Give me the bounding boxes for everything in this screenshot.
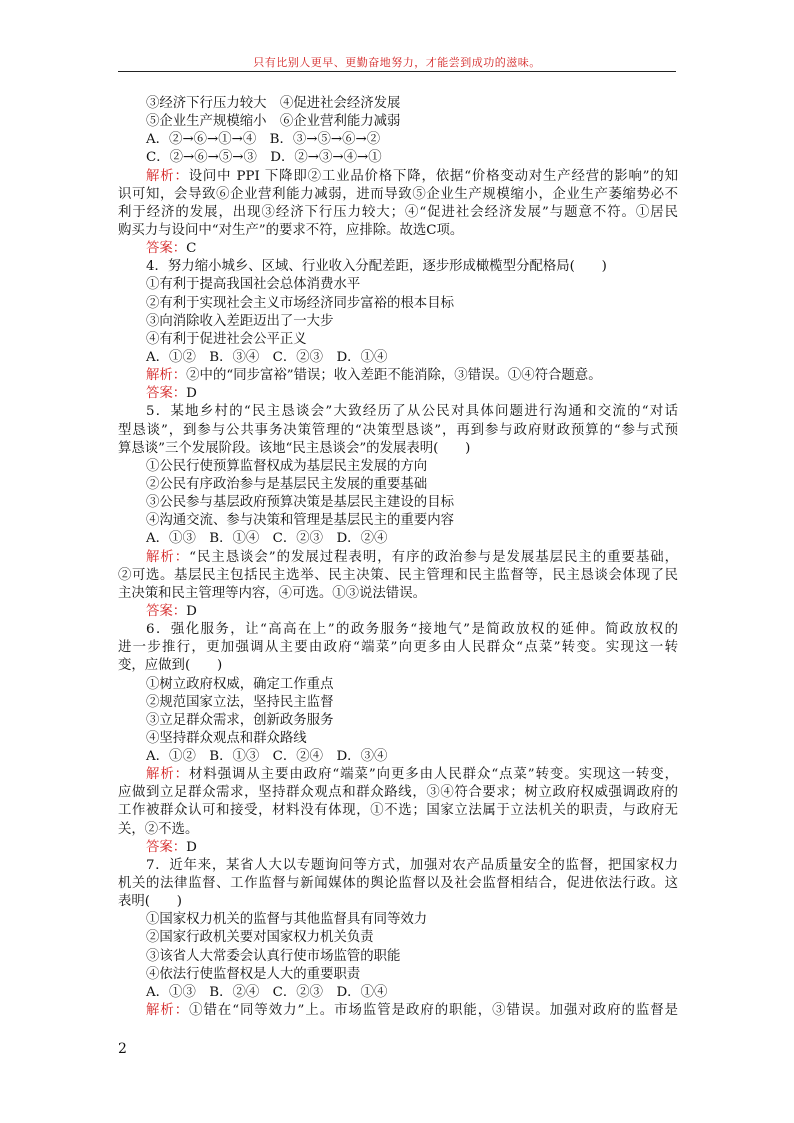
text-line (118, 440, 678, 458)
text-line (118, 512, 678, 530)
text-line (118, 784, 678, 802)
text-line (118, 95, 678, 113)
text-line (118, 911, 678, 929)
text-line (118, 585, 678, 603)
analysis-label: 解析： (146, 368, 187, 384)
line-text: A．①② B．③④ C．②③ D．①④ (146, 349, 388, 365)
line-text: 识可知，会导致⑥企业营利能力减弱，进而导致⑤企业生产规模缩小，企业生产萎缩势必不 (118, 186, 678, 202)
line-text: A．①③ B．①④ C．②③ D．②④ (146, 531, 388, 547)
text-line (118, 893, 678, 911)
text-line (118, 113, 678, 131)
analysis-label: 解析： (146, 168, 189, 184)
text-line (118, 857, 678, 875)
text-line (118, 295, 678, 313)
line-text: ④坚持群众观点和群众路线 (146, 730, 307, 746)
analysis-label: 解析： (146, 767, 190, 783)
line-text: 材料强调从主要由政府“端菜”向更多由人民群众“点菜”转变。实现这一转变， (189, 767, 678, 783)
text-line (118, 222, 678, 240)
page-number: 2 (118, 1041, 127, 1057)
line-text: A．②→⑥→①→④ B．③→⑤→⑥→② (146, 132, 381, 148)
line-text: D (186, 839, 197, 855)
line-text: C (186, 241, 197, 257)
line-text: ⑤企业生产规模缩小 ⑥企业营利能力减弱 (146, 114, 401, 130)
document-body (118, 95, 678, 1020)
text-line (118, 549, 678, 567)
line-text: ①国家权力机关的监督与其他监督具有同等效力 (146, 912, 428, 928)
line-text: 设问中 PPI 下降即②工业品价格下降，依据“价格变动对生产经营的影响”的知 (188, 168, 678, 184)
line-text: 6．强化服务，让“高高在上”的政务服务“接地气”是简政放权的延伸。简政放权的 (146, 622, 678, 638)
text-line (118, 331, 678, 349)
text-line (118, 603, 678, 621)
line-text: “民主恳谈会”的发展过程表明，有序的政治参与是发展基层民主的重要基础， (189, 549, 679, 565)
line-text: ④沟通交流、参与决策和管理是基层民主的重要内容 (146, 513, 454, 529)
line-text: ②可选。基层民主包括民主选举、民主决策、民主管理和民主监督等，民主恳谈会体现了民 (118, 567, 678, 583)
page-header-motto: 只有比别人更早、更勤奋地努力，才能尝到成功的滋味。 (253, 56, 541, 69)
text-line (118, 802, 678, 820)
text-line (118, 712, 678, 730)
answer-label: 答案： (146, 241, 187, 257)
analysis-label: 解析： (146, 549, 190, 565)
text-line (118, 349, 678, 367)
text-line (118, 948, 678, 966)
line-text: ④有利于促进社会公平正义 (146, 331, 307, 347)
line-text: ①有利于提高我国社会总体消费水平 (146, 277, 361, 293)
text-line (118, 621, 678, 639)
text-line (118, 730, 678, 748)
line-text: ③经济下行压力较大 ④促进社会经济发展 (146, 96, 401, 111)
line-text: ②公民有序政治参与是基层民主发展的重要基础 (146, 476, 428, 492)
line-text: 利于经济的发展，出现③经济下行压力较大；④“促进社会经济发展”与题意不符。①居民 (118, 204, 678, 220)
line-text: ②规范国家立法，坚持民主监督 (146, 694, 334, 710)
answer-label: 答案： (146, 603, 187, 619)
line-text: ①公民行使预算监督权成为基层民主发展的方向 (146, 458, 428, 474)
analysis-label: 解析： (146, 1003, 190, 1019)
line-text: 工作被群众认可和接受，材料没有体现，①不选；国家立法属于立法机关的职责，与政府无 (118, 803, 678, 819)
text-line (118, 839, 678, 857)
text-line (118, 168, 678, 186)
text-line (118, 476, 678, 494)
line-text: 购买力与设问中“对生产”的要求不符，应排除。故选C项。 (118, 222, 464, 238)
line-text: ②有利于实现社会主义市场经济同步富裕的根本目标 (146, 295, 454, 311)
line-text: ④依法行使监督权是人大的重要职责 (146, 966, 361, 982)
line-text: D (186, 603, 197, 619)
text-line (118, 204, 678, 222)
text-line (118, 966, 678, 984)
text-line (118, 929, 678, 947)
line-text: A．①② B．①③ C．②④ D．③④ (146, 749, 388, 765)
line-text: 表明( ) (118, 894, 183, 910)
line-text: ②国家行政机关要对国家权力机关负责 (146, 930, 374, 946)
text-line (118, 422, 678, 440)
text-line (118, 186, 678, 204)
text-line (118, 403, 678, 421)
text-line (118, 676, 678, 694)
answer-label: 答案： (146, 386, 187, 402)
line-text: C．②→⑥→⑤→③ D．②→③→④→① (146, 150, 382, 166)
text-line (118, 766, 678, 784)
text-line (118, 530, 678, 548)
text-line (118, 240, 678, 258)
line-text: ②中的“同步富裕”错误；收入差距不能消除，③错误。①④符合题意。 (186, 368, 602, 384)
text-line (118, 367, 678, 385)
line-text: 机关的法律监督、工作监督与新闻媒体的舆论监督以及社会监督相结合，促进依法行政。这 (118, 876, 678, 892)
text-line (118, 458, 678, 476)
text-line (118, 984, 678, 1002)
line-text: A．①③ B．②④ C．②③ D．①④ (146, 984, 388, 1000)
line-text: ③向消除收入差距迈出了一大步 (146, 313, 334, 329)
text-line (118, 149, 678, 167)
line-text: ③立足群众需求，创新政务服务 (146, 712, 334, 728)
line-text: 变，应做到( ) (118, 658, 223, 674)
line-text: D (186, 386, 197, 402)
line-text: 应做到立足群众需求，坚持群众观点和群众路线，③④符合要求；树立政府权威强调政府的 (118, 785, 678, 801)
text-line (118, 1002, 678, 1020)
text-line (118, 875, 678, 893)
text-line (118, 131, 678, 149)
line-text: 算恳谈”三个发展阶段。该地“民主恳谈会”的发展表明( ) (118, 440, 471, 456)
line-text: ①错在“同等效力”上。市场监管是政府的职能，③错误。加强对政府的监督是 (189, 1003, 679, 1019)
text-line (118, 639, 678, 657)
line-text: 关，②不选。 (118, 821, 199, 837)
text-line (118, 567, 678, 585)
text-line (118, 694, 678, 712)
line-text: 7．近年来，某省人大以专题询问等方式，加强对农产品质量安全的监督，把国家权力 (146, 857, 678, 873)
line-text: 进一步推行，更加强调从主要由政府“端菜”向更多由人民群众“点菜”转变。实现这一转 (118, 640, 678, 656)
answer-label: 答案： (146, 839, 187, 855)
line-text: 5．某地乡村的“民主恳谈会”大致经历了从公民对具体问题进行沟通和交流的“对话 (146, 404, 678, 420)
text-line (118, 276, 678, 294)
line-text: ③该省人大常委会认真行使市场监管的职能 (146, 948, 401, 964)
text-line (118, 821, 678, 839)
text-line (118, 313, 678, 331)
line-text: 型恳谈”，到参与公共事务决策管理的“决策型恳谈”，再到参与政府财政预算的“参与式预 (118, 422, 678, 438)
line-text: ③公民参与基层政府预算决策是基层民主建设的目标 (146, 495, 454, 511)
line-text: ①树立政府权威，确定工作重点 (146, 676, 334, 692)
line-text: 4．努力缩小城乡、区域、行业收入分配差距，逐步形成橄榄型分配格局( ) (146, 259, 607, 275)
text-line (118, 258, 678, 276)
text-line (118, 748, 678, 766)
line-text: 主决策和民主管理等内容，④可选。①③说法错误。 (118, 585, 426, 601)
text-line (118, 657, 678, 675)
text-line (118, 385, 678, 403)
header-divider (118, 71, 676, 72)
text-line (118, 494, 678, 512)
